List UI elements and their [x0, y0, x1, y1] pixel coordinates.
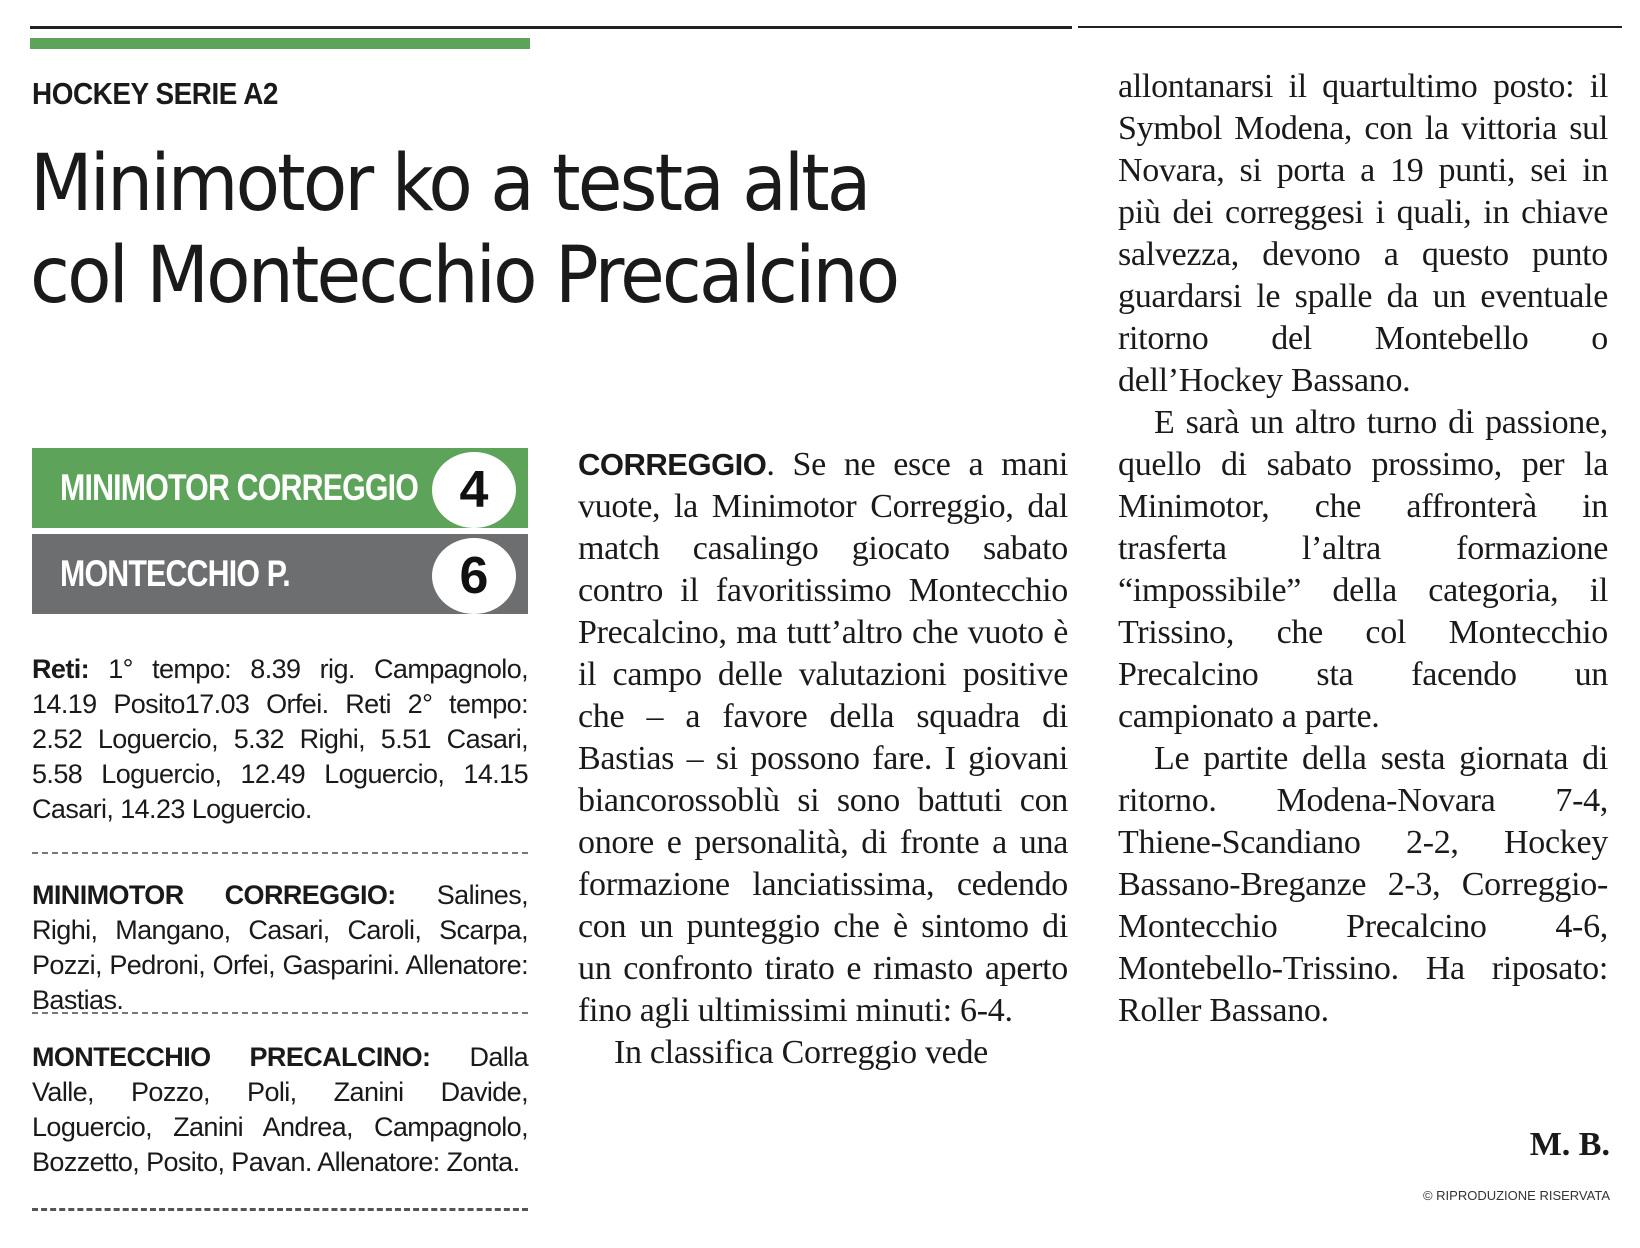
- home-lineup: [32, 878, 528, 1018]
- dateline: CORREGGIO: [578, 447, 767, 482]
- away-score-row: [32, 534, 528, 614]
- section-color-bar: [30, 38, 530, 49]
- paragraph-3: E sarà un altro turno di passione, quello di sabato prossimo, per la Minimotor, che affronterà in trasferta l’altra formazione “impossibile” della categoria, il Trissino, che col Montecchio Precalcino sta facendo un campionato a parte.: [1118, 404, 1608, 735]
- headline-line-2: col Montecchio Precalcino: [30, 231, 898, 321]
- away-lineup: [32, 1040, 528, 1180]
- goals-text: 1° tempo: 8.39 rig. Campagnolo, 14.19 Posito17.03 Orfei. Reti 2° tempo: 2.52 Loguercio, 5.32 Righi, 5.51 Casari, 5.58 Loguercio, 12.49 Loguercio, 14.15 Casari, 14.23 Loguercio.: [32, 654, 529, 824]
- away-lineup-label: MONTECCHIO PRECALCINO:: [32, 1042, 431, 1072]
- home-score-row: [32, 448, 528, 528]
- section-kicker: HOCKEY SERIE A2: [32, 76, 278, 111]
- top-rule-right: [1078, 26, 1622, 28]
- home-team-name: MINIMOTOR CORREGGIO: [60, 467, 419, 508]
- home-score: 4: [432, 452, 516, 528]
- dashed-divider-bottom: [32, 1208, 528, 1211]
- author-signature: M. B.: [1529, 1126, 1610, 1163]
- body-paragraph: [578, 444, 1068, 1032]
- top-rule-left: [30, 26, 1072, 29]
- dashed-divider: [32, 1012, 528, 1014]
- home-lineup-label: MINIMOTOR CORREGGIO:: [32, 880, 396, 910]
- paragraph-4: Le partite della sesta giornata di ritorno. Modena-Novara 7-4, Thiene-Scandiano 2-2, Hockey Bassano-Breganze 2-3, Correggio-Montecchio Precalcino 4-6, Montebello-Trissino. Ha riposato: Roller Bassano.: [1118, 740, 1608, 1029]
- copyright-notice: © RIPRODUZIONE RISERVATA: [1422, 1188, 1610, 1203]
- away-team-name: MONTECCHIO P.: [60, 553, 290, 594]
- headline-line-1: Minimotor ko a testa alta: [30, 139, 869, 229]
- goals-label: Reti:: [32, 654, 89, 684]
- away-score: 6: [432, 538, 516, 614]
- headline: [30, 138, 997, 322]
- paragraph-1-text: . Se ne esce a mani vuote, la Minimotor Correggio, dal match casalingo giocato sabato contro il favoritissimo Montecchio Precalcino, ma tutt’altro che vuoto è il campo delle valutazioni positive che – a favore della squadra di Bastias – si possono fare. I giovani biancorossoblù si sono battuti con onore e personalità, di fronte a una formazione lanciatissima, cedendo con un punteggio che è sintomo di un confronto tirato e rimasto aperto fino agli ultimissimi minuti: 6-4.: [578, 446, 1068, 1029]
- home-lineup-text: Salines, Righi, Mangano, Casari, Caroli, Scarpa, Pozzi, Pedroni, Orfei, Gasparini. Allenatore: Bastias.: [32, 880, 529, 1015]
- away-lineup-text: Dalla Valle, Pozzo, Poli, Zanini Davide, Loguercio, Zanini Andrea, Campagnolo, Bozzetto, Posito, Pavan. Allenatore: Zonta.: [32, 1042, 529, 1177]
- paragraph-2-continued: allontanarsi il quartultimo posto: il Symbol Modena, con la vittoria sul Novara, si porta a 19 punti, sei in più dei correggesi i quali, in chiave salvezza, devono a questo punto guardarsi le spalle da un eventuale ritorno del Montebello o dell’Hockey Bassano.: [1118, 68, 1608, 399]
- article-column-middle: [578, 444, 1068, 1074]
- goals-box: [32, 652, 528, 827]
- paragraph-2-start: In classifica Correggio vede: [614, 1034, 988, 1071]
- article-column-right: [1118, 66, 1608, 1032]
- dashed-divider: [32, 852, 528, 854]
